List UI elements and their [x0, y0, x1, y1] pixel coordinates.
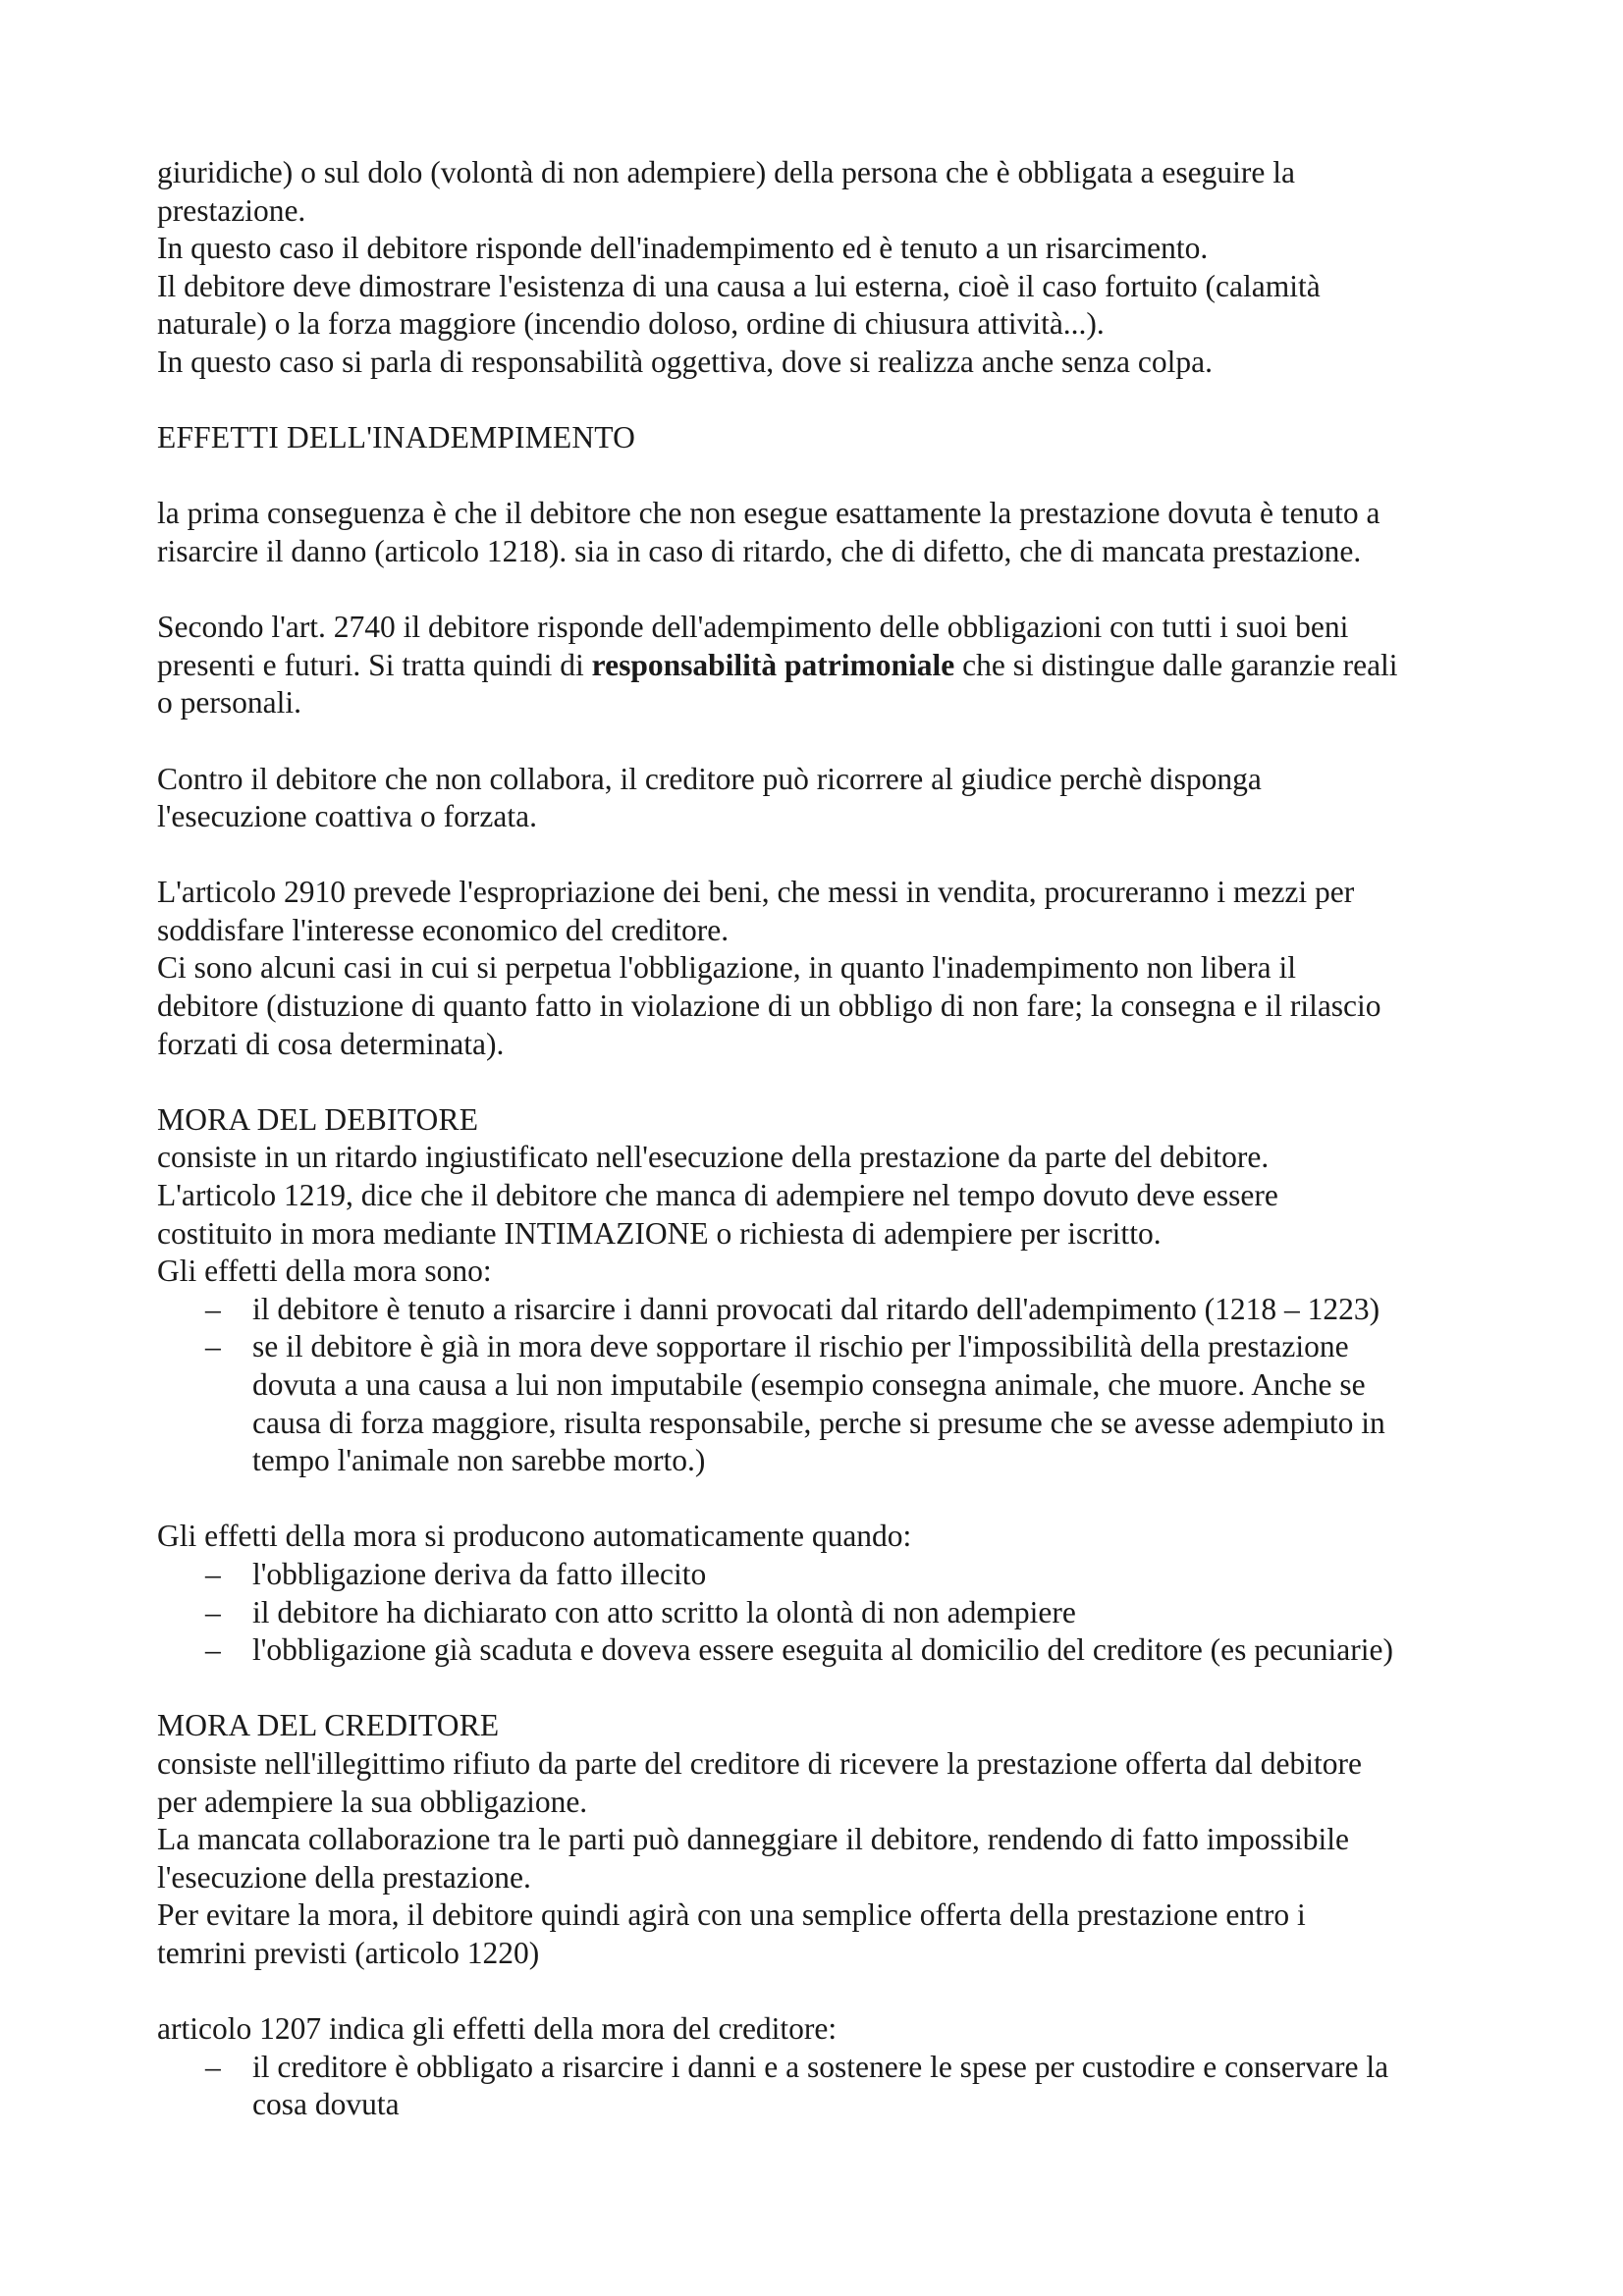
dash-bullet: – [205, 2049, 221, 2084]
mora-debitore-bullet-list-1 [157, 1291, 1492, 1480]
list-item [157, 1556, 1492, 1594]
effetti-paragraph-2 [157, 609, 1492, 722]
list-item-continuation: causa di forza maggiore, risulta responsabile, perche si presume che se avesse adempiuto in [252, 1405, 1385, 1440]
text-line: o personali. [157, 685, 301, 721]
intro-paragraph [157, 154, 1492, 382]
text-line: per adempiere la sua obbligazione. [157, 1784, 588, 1819]
text-line: Gli effetti della mora si producono automaticamente quando: [157, 1519, 912, 1554]
text-line [157, 647, 1492, 685]
dash-bullet: – [205, 1291, 221, 1326]
list-item-text: il debitore è tenuto a risarcire i danni provocati dal ritardo dell'adempimento (1218 – 1223) [252, 1291, 1380, 1326]
list-item [157, 1631, 1492, 1670]
text-line: l'esecuzione della prestazione. [157, 1859, 531, 1895]
dash-bullet: – [205, 1556, 221, 1591]
text-line: risarcire il danno (articolo 1218). sia in caso di ritardo, che di difetto, che di mancata prestazione. [157, 533, 1362, 568]
text-line: L'articolo 1219, dice che il debitore che manca di adempiere nel tempo dovuto deve essere [157, 1178, 1278, 1213]
effetti-paragraph-3 [157, 761, 1492, 836]
text-line: forzati di cosa determinata). [157, 1026, 505, 1061]
text-line: giuridiche) o sul dolo (volontà di non adempiere) della persona che è obbligata a eseguire la [157, 155, 1295, 189]
text-span: che si distingue dalle garanzie reali [954, 647, 1398, 682]
list-item-text: l'obbligazione già scaduta e doveva essere eseguita al domicilio del creditore (es pecuniarie) [252, 1632, 1393, 1668]
dash-bullet: – [205, 1329, 221, 1364]
dash-bullet: – [205, 1632, 221, 1668]
mora-creditore-bullet-list [157, 2049, 1492, 2124]
text-line: la prima conseguenza è che il debitore che non esegue esattamente la prestazione dovuta è tenuto a [157, 496, 1380, 531]
list-item [157, 1328, 1492, 1366]
text-line: l'esecuzione coattiva o forzata. [157, 799, 537, 834]
text-line: In questo caso si parla di responsabilità oggettiva, dove si realizza anche senza colpa. [157, 344, 1213, 379]
list-item-text: il creditore è obbligato a risarcire i danni e a sostenere le spese per custodire e conservare la [252, 2049, 1389, 2084]
dash-bullet: – [205, 1594, 221, 1629]
list-item-text: il debitore ha dichiarato con atto scritto la olontà di non adempiere [252, 1594, 1076, 1629]
list-item-continuation: tempo l'animale non sarebbe morto.) [252, 1443, 706, 1478]
text-line: Gli effetti della mora sono: [157, 1254, 492, 1289]
text-line: soddisfare l'interesse economico del creditore. [157, 912, 730, 947]
document-page [157, 154, 1492, 2124]
text-line: consiste in un ritardo ingiustificato nell'esecuzione della prestazione da parte del debitore. [157, 1140, 1270, 1175]
text-line: prestazione. [157, 192, 306, 228]
effetti-paragraph-4 [157, 874, 1492, 1063]
mora-debitore-bullet-list-2 [157, 1556, 1492, 1670]
effetti-paragraph-1 [157, 495, 1492, 570]
text-line: La mancata collaborazione tra le parti può danneggiare il debitore, rendendo di fatto impossibile [157, 1822, 1350, 1857]
text-line: Secondo l'art. 2740 il debitore risponde dell'adempimento delle obbligazioni con tutti i suoi beni [157, 610, 1349, 645]
list-item-continuation: cosa dovuta [252, 2087, 400, 2122]
text-line: L'articolo 2910 prevede l'espropriazione dei beni, che messi in vendita, procureranno i mezzi per [157, 875, 1355, 910]
text-line: temrini previsti (articolo 1220) [157, 1935, 540, 1970]
list-item-text: se il debitore è già in mora deve sopportare il rischio per l'impossibilità della prestazione [252, 1329, 1349, 1364]
list-item [157, 2049, 1492, 2087]
mora-debitore-paragraph-1 [157, 1139, 1492, 1290]
text-line: debitore (distuzione di quanto fatto in violazione di un obbligo di non fare; la consegna e il rilascio [157, 988, 1381, 1024]
text-line: Contro il debitore che non collabora, il creditore può ricorrere al giudice perchè disponga [157, 761, 1262, 796]
text-line: In questo caso il debitore risponde dell'inadempimento ed è tenuto a un risarcimento. [157, 231, 1209, 266]
text-line: Ci sono alcuni casi in cui si perpetua l'obbligazione, in quanto l'inadempimento non libera il [157, 950, 1296, 986]
list-item [157, 1291, 1492, 1329]
text-line: Il debitore deve dimostrare l'esistenza di una causa a lui esterna, cioè il caso fortuito (calamità [157, 268, 1321, 303]
text-line: consiste nell'illegittimo rifiuto da parte del creditore di ricevere la prestazione offerta dal debitore [157, 1745, 1362, 1781]
mora-creditore-paragraph-1 [157, 1745, 1492, 1973]
text-line: costituito in mora mediante INTIMAZIONE o richiesta di adempiere per iscritto. [157, 1215, 1162, 1251]
list-item-continuation: dovuta a una causa a lui non imputabile (esempio consegna animale, che muore. Anche se [252, 1367, 1366, 1402]
bold-term: responsabilità patrimoniale [591, 647, 955, 682]
text-line: articolo 1207 indica gli effetti della mora del creditore: [157, 2011, 838, 2047]
text-span: presenti e futuri. Si tratta quindi di [157, 647, 592, 682]
section-heading-mora-debitore: MORA DEL DEBITORE [157, 1101, 479, 1137]
section-heading-mora-creditore: MORA DEL CREDITORE [157, 1708, 500, 1743]
list-item [157, 1594, 1492, 1632]
list-item-text: l'obbligazione deriva da fatto illecito [252, 1556, 707, 1591]
text-line: naturale) o la forza maggiore (incendio doloso, ordine di chiusura attività...). [157, 306, 1105, 342]
section-heading-effetti: EFFETTI DELL'INADEMPIMENTO [157, 420, 636, 455]
text-line: Per evitare la mora, il debitore quindi agirà con una semplice offerta della prestazione entro i [157, 1897, 1306, 1933]
